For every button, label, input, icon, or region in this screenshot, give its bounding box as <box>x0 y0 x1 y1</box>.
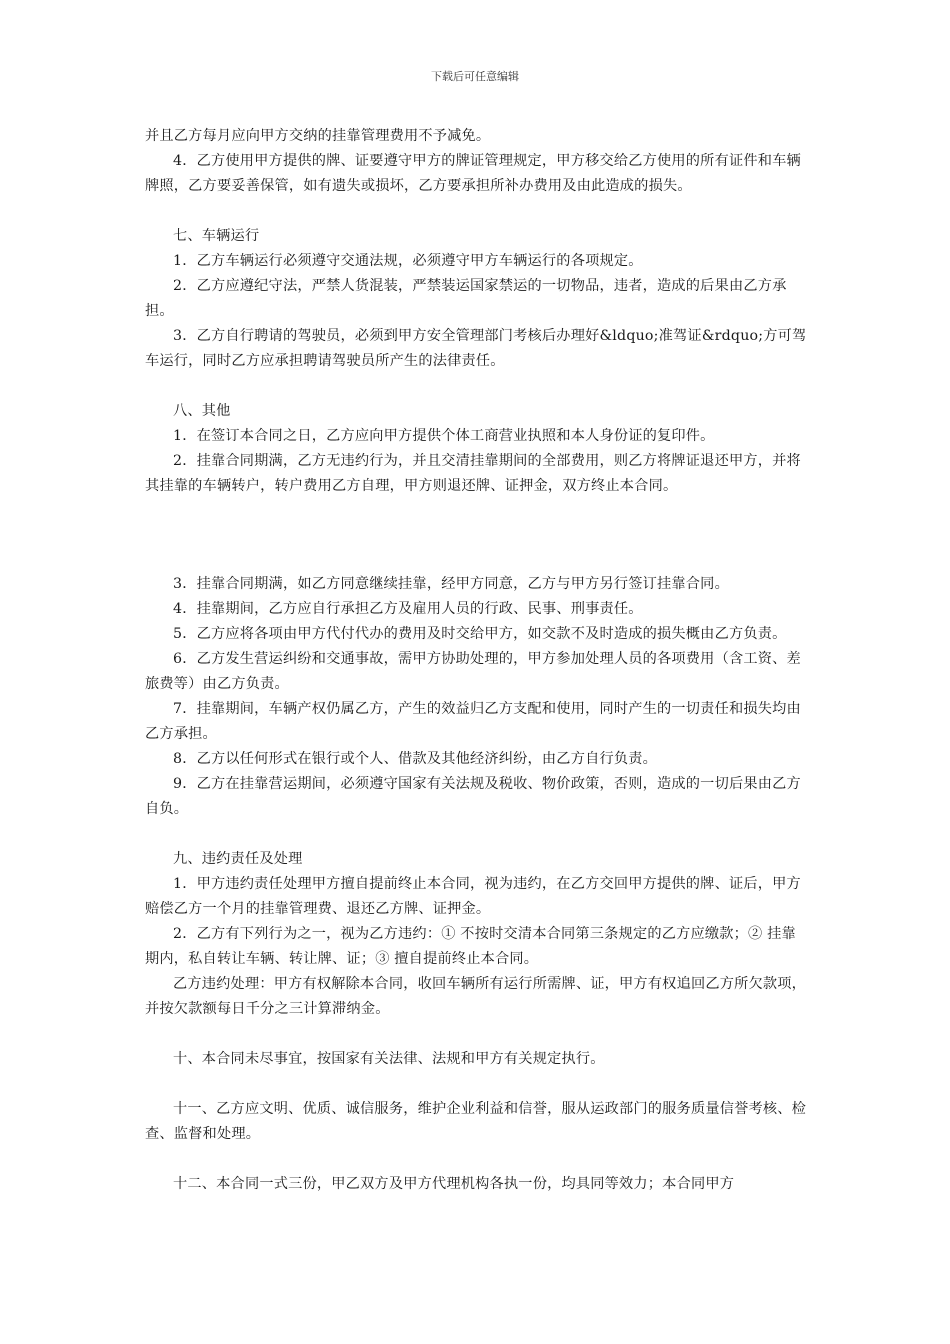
clause-8-4: 4．挂靠期间，乙方应自行承担乙方及雇用人员的行政、民事、刑事责任。 <box>173 601 643 617</box>
clause-8-6: 6．乙方发生营运纠纷和交通事故，需甲方协助处理的，甲方参加处理人员的各项费用（含工资、差旅费等）由乙方负责。 <box>145 651 801 692</box>
clause-7-1: 1．乙方车辆运行必须遵守交通法规，必须遵守甲方车辆运行的各项规定。 <box>173 253 643 269</box>
section-10: 十、本合同未尽事宜，按国家有关法律、法规和甲方有关规定执行。 <box>173 1051 605 1067</box>
clause-8-3: 3．挂靠合同期满，如乙方同意继续挂靠，经甲方同意，乙方与甲方另行签订挂靠合同。 <box>173 576 729 592</box>
clause-8-1: 1．在签订本合同之日，乙方应向甲方提供个体工商营业执照和本人身份证的复印件。 <box>173 428 715 444</box>
clause-8-5: 5．乙方应将各项由甲方代付代办的费用及时交给甲方，如交款不及时造成的损失概由乙方负责。 <box>173 626 787 642</box>
contract-body <box>145 124 810 1197</box>
paragraph: 并且乙方每月应向甲方交纳的挂靠管理费用不予减免。 <box>145 128 491 144</box>
section-heading-7: 七、车辆运行 <box>173 228 260 244</box>
section-12: 十二、本合同一式三份，甲乙双方及甲方代理机构各执一份，均具同等效力；本合同甲方 <box>173 1176 735 1192</box>
clause-9-breach-handling: 乙方违约处理：甲方有权解除本合同，收回车辆所有运行所需牌、证，甲方有权追回乙方所欠款项，并按欠款额每日千分之三计算滞纳金。 <box>145 976 807 1017</box>
clause-9-2: 2．乙方有下列行为之一，视为乙方违约：① 不按时交清本合同第三条规定的乙方应缴款；② 挂靠期内，私自转让车辆、转让牌、证；③ 擅自提前终止本合同。 <box>145 926 796 967</box>
section-heading-8: 八、其他 <box>173 403 231 419</box>
clause-8-9: 9．乙方在挂靠营运期间，必须遵守国家有关法规及税收、物价政策，否则，造成的一切后果由乙方自负。 <box>145 776 801 817</box>
clause-9-1: 1．甲方违约责任处理甲方擅自提前终止本合同，视为违约，在乙方交回甲方提供的牌、证后，甲方赔偿乙方一个月的挂靠管理费、退还乙方牌、证押金。 <box>145 876 801 917</box>
clause-7-3: 3．乙方自行聘请的驾驶员，必须到甲方安全管理部门考核后办理好&ldquo;准驾证&rdquo;方可驾车运行，同时乙方应承担聘请驾驶员所产生的法律责任。 <box>145 328 807 369</box>
clause-7-2: 2．乙方应遵纪守法，严禁人货混装，严禁装运国家禁运的一切物品，违者，造成的后果由乙方承担。 <box>145 278 787 319</box>
clause-8-2: 2．挂靠合同期满，乙方无违约行为，并且交清挂靠期间的全部费用，则乙方将牌证退还甲方，并将其挂靠的车辆转户，转户费用乙方自理，甲方则退还牌、证押金，双方终止本合同。 <box>145 453 801 494</box>
section-11: 十一、乙方应文明、优质、诚信服务，维护企业利益和信誉，服从运政部门的服务质量信誉考核、检查、监督和处理。 <box>145 1101 807 1142</box>
section-heading-9: 九、违约责任及处理 <box>173 851 303 867</box>
clause-8-8: 8．乙方以任何形式在银行或个人、借款及其他经济纠纷，由乙方自行负责。 <box>173 751 658 767</box>
clause-6-4: 4．乙方使用甲方提供的牌、证要遵守甲方的牌证管理规定，甲方移交给乙方使用的所有证件和车辆牌照，乙方要妥善保管，如有遗失或损坏，乙方要承担所补办费用及由此造成的损失。 <box>145 153 801 194</box>
page-header: 下载后可任意编辑 <box>431 70 519 83</box>
clause-8-7: 7．挂靠期间，车辆产权仍属乙方，产生的效益归乙方支配和使用，同时产生的一切责任和损失均由乙方承担。 <box>145 701 801 742</box>
